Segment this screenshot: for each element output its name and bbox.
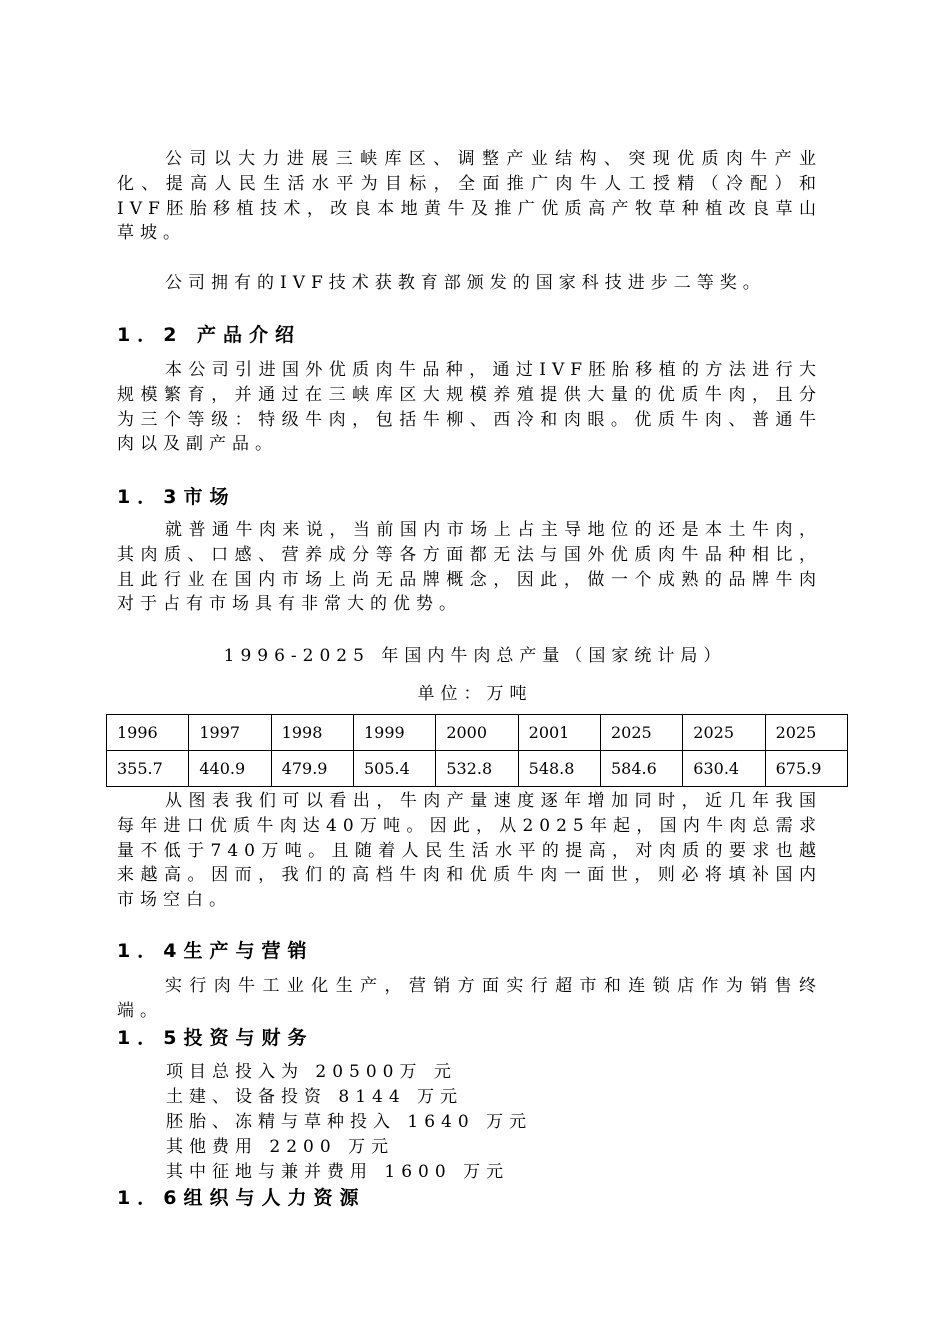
table-cell-value: 532.8 (436, 751, 518, 787)
table-cell-value: 355.7 (107, 751, 189, 787)
table-row-values (107, 751, 848, 787)
production-paragraph: 实行肉牛工业化生产，营销方面实行超市和连锁店作为销售终端。 (117, 976, 822, 1021)
heading-market: 1．3市场 (117, 486, 236, 508)
finance-line-construction: 土建、设备投资 8144 万元 (166, 1087, 464, 1107)
finance-line-land: 其中征地与兼并费用 1600 万元 (166, 1162, 510, 1182)
finance-line-embryo: 胚胎、冻精与草种投入 1640 万元 (166, 1112, 533, 1132)
finance-line-other: 其他费用 2200 万元 (166, 1137, 395, 1157)
award-paragraph: 公司拥有的IVF技术获教育部颁发的国家科技进步二等奖。 (165, 273, 766, 293)
product-paragraph: 本公司引进国外优质肉牛品种，通过IVF胚胎移植的方法进行大规模繁育，并通过在三峡库区大规模养殖提供大量的优质牛肉，且分为三个等级：特级牛肉，包括牛柳、西冷和肉眼。优质牛肉、普通牛肉以及副产品。 (117, 360, 822, 455)
heading-production-marketing: 1．4生产与营销 (117, 940, 314, 962)
table-cell-value: 548.8 (518, 751, 600, 787)
table-cell-year: 1998 (271, 715, 353, 751)
table-title: 1996-2025 年国内牛肉总产量（国家统计局） (223, 646, 727, 666)
table-cell-year: 1999 (353, 715, 435, 751)
heading-investment-finance: 1．5投资与财务 (117, 1027, 314, 1049)
beef-production-table (106, 714, 848, 787)
table-cell-value: 505.4 (353, 751, 435, 787)
heading-organization-hr: 1．6组织与人力资源 (117, 1187, 366, 1209)
table-cell-value: 584.6 (600, 751, 682, 787)
heading-product-intro: 1．2 产品介绍 (117, 324, 302, 346)
table-unit: 单位：万吨 (417, 684, 533, 704)
intro-paragraph: 公司以大力进展三峡库区、调整产业结构、突现优质肉牛产业化、提高人民生活水平为目标，全面推广肉牛人工授精（冷配）和IVF胚胎移植技术，改良本地黄牛及推广优质高产牧草种植改良草山草坡。 (117, 149, 822, 244)
table-row-years (107, 715, 848, 751)
market-paragraph: 就普通牛肉来说，当前国内市场上占主导地位的还是本土牛肉，其肉质、口感、营养成分等各方面都无法与国外优质肉牛品种相比，且此行业在国内市场上尚无品牌概念，因此，做一个成熟的品牌牛肉对于占有市场具有非常大的优势。 (117, 520, 822, 615)
table-cell-value: 479.9 (271, 751, 353, 787)
table-cell-year: 2000 (436, 715, 518, 751)
table-cell-value: 630.4 (683, 751, 765, 787)
analysis-paragraph: 从图表我们可以看出，牛肉产量速度逐年增加同时，近几年我国每年进口优质牛肉达40万吨。因此，从2025年起，国内牛肉总需求量不低于740万吨。且随着人民生活水平的提高，对肉质的要求也越来越高。因而，我们的高档牛肉和优质牛肉一面世，则必将填补国内市场空白。 (117, 791, 822, 911)
table-cell-year: 2025 (600, 715, 682, 751)
table-cell-year: 1997 (189, 715, 271, 751)
table-cell-year: 2025 (765, 715, 847, 751)
table-cell-year: 2001 (518, 715, 600, 751)
finance-line-total: 项目总投入为 20500万 元 (166, 1062, 457, 1082)
table-cell-year: 1996 (107, 715, 189, 751)
table-cell-year: 2025 (683, 715, 765, 751)
table-cell-value: 675.9 (765, 751, 847, 787)
table-cell-value: 440.9 (189, 751, 271, 787)
